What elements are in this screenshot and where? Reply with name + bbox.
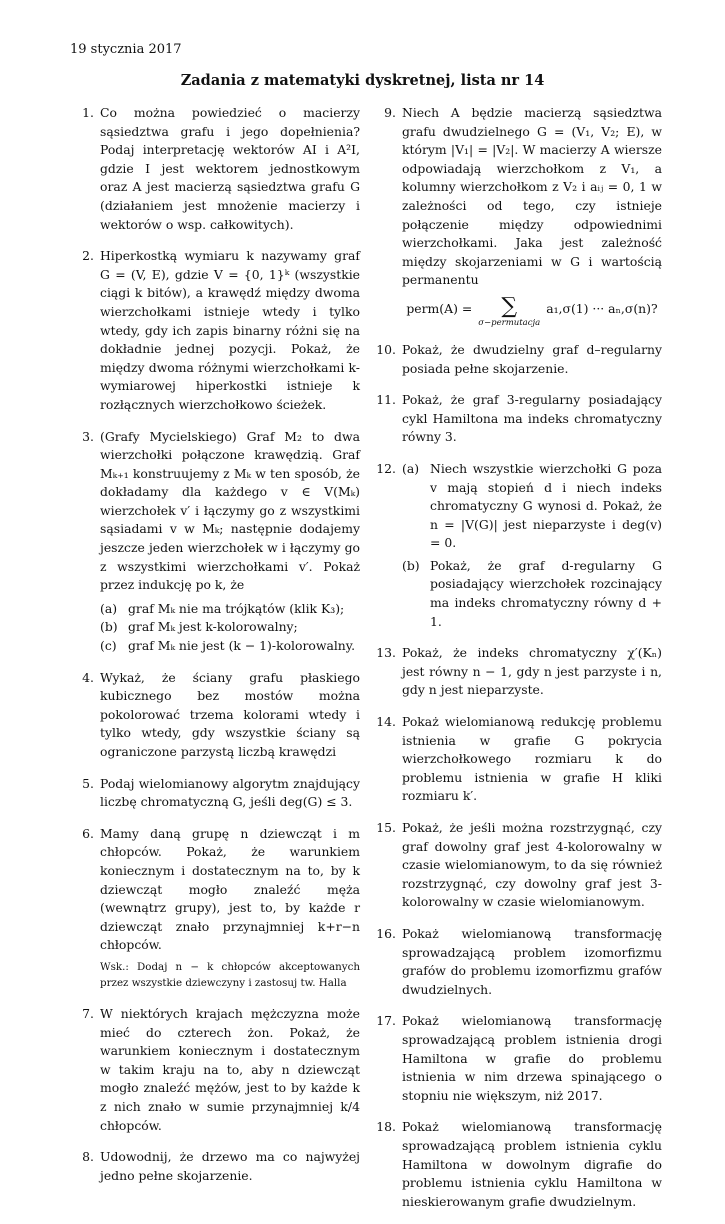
problem-number: 17. (376, 1013, 396, 1029)
problem-number: 7. (82, 1005, 94, 1021)
problem-text: Mamy daną grupę n dziewcząt i m chłopców. Pokaż, że warunkiem koniecznym i dostatecznym na to, by k dziewcząt mogło znaleźć męża (wewnątrz grupy), jest to, by każde r dziewcząt znało przynajmniej k+r−n chłopców. (100, 825, 360, 953)
problem-18 (372, 1118, 662, 1211)
left-column (70, 104, 360, 1198)
problem-15 (372, 819, 662, 912)
problem-text: Pokaż wielomianową transformację sprowadzającą problem istnienia cyklu Hamiltona w dowolnym digrafie do problemu istnienia cyklu Hamiltona w nieskierowanym grafie dwudzielnym. (402, 1119, 662, 1209)
right-column (372, 104, 662, 1224)
subproblem-text: graf Mₖ jest k-kolorowalny; (128, 619, 298, 635)
subproblem-b (402, 557, 662, 631)
problem-text: Co można powiedzieć o macierzy sąsiedztwa grafu i jego dopełnienia? Podaj interpretację wektorów AI i A²I, gdzie I jest wektorem jednostkowym oraz A jest macierzą sąsiedztwa grafu G (działaniem jest mnożenie macierzy i wektorów o wsp. całkowitych). (100, 105, 360, 232)
problem-number: 9. (384, 105, 396, 120)
problem-9 (372, 104, 662, 328)
formula-lhs: perm(A) = (406, 300, 473, 316)
problem-14 (372, 713, 662, 806)
problem-6 (70, 825, 360, 992)
problem-17 (372, 1012, 662, 1105)
sum-symbol: ∑ (501, 293, 518, 319)
subproblem-label: (b) (100, 619, 118, 635)
problem-number: 13. (376, 645, 396, 661)
problem-number: 10. (376, 341, 396, 357)
problem-text: Wykaż, że ściany grafu płaskiego kubicznego bez mostów można pokolorować trzema kolorami wtedy i tylko wtedy, gdy wszystkie ściany są ograniczone parzystą liczbą krawędzi (100, 669, 360, 759)
page-title: Zadania z matematyki dyskretnej, lista nr 14 (180, 72, 545, 89)
problem-7 (70, 1005, 360, 1135)
problem-4 (70, 669, 360, 762)
problem-3 (70, 428, 360, 656)
problem-number: 2. (82, 248, 94, 264)
subproblem-label: (c) (100, 638, 117, 654)
subproblem-label: (b) (402, 557, 420, 573)
sum-subscript: σ−permutacja (478, 317, 541, 328)
problem-2 (70, 247, 360, 414)
problem-text: Pokaż, że indeks chromatyczny χ′(Kₙ) jest równy n − 1, gdy n jest parzyste i n, gdy n jest nieparzyste. (402, 645, 662, 698)
permanent-formula (402, 293, 662, 328)
problem-number: 14. (376, 714, 396, 730)
problem-number: 15. (376, 820, 396, 835)
problem-text: Pokaż, że dwudzielny graf d–regularny posiada pełne skojarzenie. (402, 341, 662, 376)
problem-text: Niech A będzie macierzą sąsiedztwa grafu dwudzielnego G = (V₁, V₂; E), w którym |V₁| = |V₂|. W macierzy A wiersze odpowiadają wierzchołkom z V₁, a kolumny wierzchołkom z V₂ i aᵢⱼ = 0, 1 w zależności od tego, czy istnieje połączenie między odpowiednimi wierzchołkami. Jaka jest zależność między skojarzeniami w G i wartością permanentu (402, 105, 662, 288)
problem-16 (372, 925, 662, 999)
subproblem-text: graf Mₖ nie ma trójkątów (klik K₃); (128, 600, 345, 616)
problem-text: Pokaż, że graf 3-regularny posiadający cykl Hamiltona ma indeks chromatyczny równy 3. (402, 392, 662, 445)
sum-operator (478, 293, 541, 328)
subproblem-a (402, 460, 662, 553)
problem-number: 6. (82, 825, 94, 841)
problem-number: 11. (376, 392, 396, 408)
subproblem-text: graf Mₖ nie jest (k − 1)-kolorowalny. (128, 638, 356, 654)
subproblem-text: Pokaż, że graf d-regularny G posiadający wierzchołek rozcinający ma indeks chromatyczny równy d + 1. (430, 557, 662, 629)
problem-11 (372, 391, 662, 447)
problem-5 (70, 775, 360, 812)
problem-text: Udowodnij, że drzewo ma co najwyżej jedno pełne skojarzenie. (100, 1149, 360, 1183)
hint-note: Wsk.: Dodaj n − k chłopców akceptowanych przez wszystkie dziewczyny i zastosuj tw. Halla (100, 960, 360, 990)
subproblem-c (100, 637, 360, 656)
problem-text: Pokaż wielomianową redukcję problemu istnienia w grafie G pokrycia wierzchołkowego rozmiaru k do problemu istnienia w grafie H kliki rozmiaru k′. (402, 714, 662, 804)
problem-12 (372, 460, 662, 631)
problem-number: 18. (376, 1119, 396, 1135)
problem-number: 5. (82, 775, 94, 791)
problem-number: 12. (376, 460, 396, 476)
problem-number: 8. (82, 1149, 94, 1165)
problem-1 (70, 104, 360, 234)
problem-text: Pokaż, że jeśli można rozstrzygnąć, czy graf dowolny graf jest 4-kolorowalny w czasie wielomianowym, to da się również rozstrzygnąć, czy dowolny graf jest 3-kolorowalny w czasie wielomianowym. (402, 820, 662, 910)
problem-text: Pokaż wielomianową transformację sprowadzającą problem izomorfizmu grafów do problemu izomorfizmu grafów dwudzielnych. (402, 925, 662, 997)
problem-text: W niektórych krajach mężczyzna może mieć do czterech żon. Pokaż, że warunkiem koniecznym i dostatecznym w takim kraju na to, aby n dziewcząt mogło znaleźć mężów, jest to by każde k z nich znało w sumie przynajmniej k/4 chłopców. (100, 1005, 360, 1133)
problem-text: Hiperkostką wymiaru k nazywamy graf G = (V, E), gdzie V = {0, 1}ᵏ (wszystkie ciągi k bitów), a krawędź między dwoma wierzchołkami istnieje wtedy i tylko wtedy, gdy ich zapis binarny różni się na dokładnie jednej pozycji. Pokaż, że między dwoma różnymi wierzchołkami k-wymiarowej hiperkostki istnieje k rozłącznych wierzchołkowo ścieżek. (100, 248, 360, 412)
problem-8 (70, 1148, 360, 1185)
problem-10 (372, 341, 662, 378)
subproblem-label: (a) (402, 460, 420, 476)
subproblem-a (100, 600, 360, 619)
problem-number: 16. (376, 925, 396, 941)
problem-13 (372, 644, 662, 700)
subproblem-text: Niech wszystkie wierzchołki G poza v mają stopień d i niech indeks chromatyczny G wynosi d. Pokaż, że n = |V(G)| jest nieparzyste i deg(v) = 0. (430, 460, 662, 551)
problem-number: 3. (82, 428, 94, 444)
subproblem-label: (a) (100, 600, 118, 616)
problem-text: Podaj wielomianowy algorytm znajdujący liczbę chromatyczną G, jeśli deg(G) ≤ 3. (100, 775, 360, 810)
subproblem-list (100, 600, 360, 656)
date: 19 stycznia 2017 (70, 42, 182, 57)
problem-text: Pokaż wielomianową transformację sprowadzającą problem istnienia drogi Hamiltona w grafie do problemu istnienia w nim drzewa spinającego o stopniu nie większym, niż 2017. (402, 1013, 662, 1103)
subproblem-b (100, 618, 360, 637)
problem-number: 1. (82, 105, 94, 120)
problem-number: 4. (82, 669, 94, 685)
problem-text: (Grafy Mycielskiego) Graf M₂ to dwa wierzchołki połączone krawędzią. Graf Mₖ₊₁ konstruujemy z Mₖ w ten sposób, że dokładamy dla każdego v ∈ V(Mₖ) wierzchołek v′ i łączymy go z wszystkimi sąsiadami v w Mₖ; następnie dodajemy jeszcze jeden wierzchołek w i łączymy go z wszystkimi wierzchołkami v′. Pokaż przez indukcję po k, że (100, 428, 360, 593)
formula-rhs: a₁,σ(1) ··· aₙ,σ(n)? (546, 300, 658, 316)
